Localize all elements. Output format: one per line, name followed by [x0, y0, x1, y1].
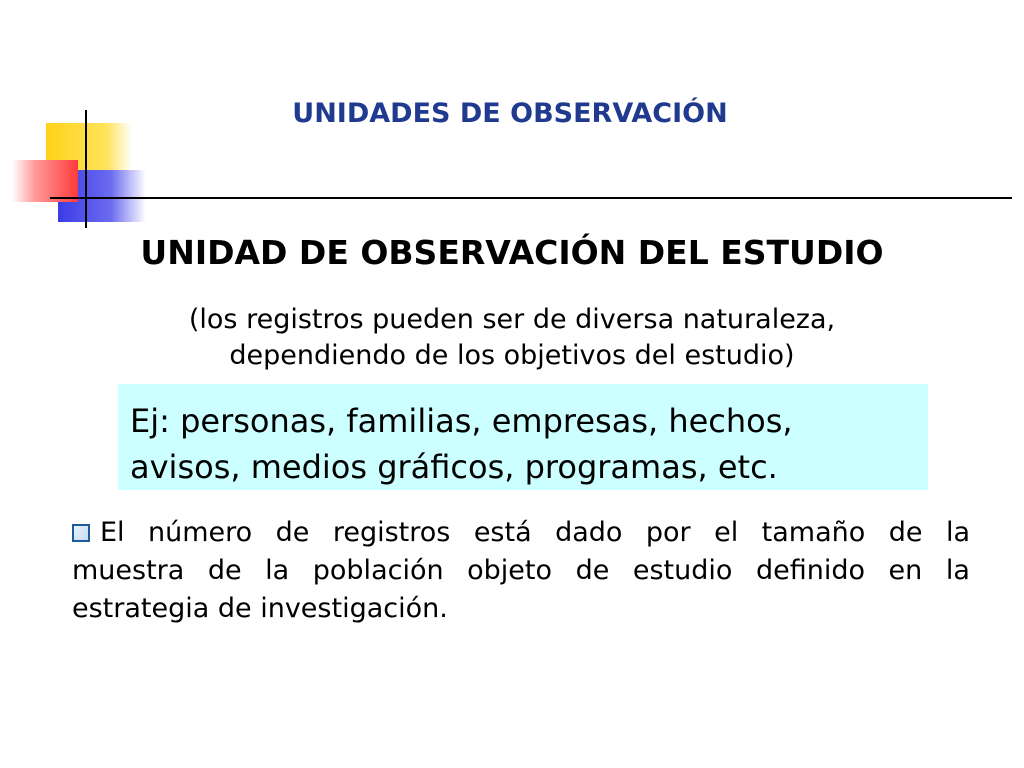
word: muestra [72, 555, 185, 586]
word: la [945, 517, 970, 548]
word: de [888, 517, 923, 548]
word: definido [755, 555, 865, 586]
bullet-paragraph [72, 514, 970, 628]
word: la [945, 555, 970, 586]
word: de [207, 555, 242, 586]
checkbox-square-icon [72, 524, 90, 542]
word: por [645, 517, 691, 548]
slide-subtitle: UNIDAD DE OBSERVACIÓN DEL ESTUDIO [140, 233, 884, 272]
word: de [275, 517, 310, 548]
bullet-line-2 [72, 552, 970, 590]
example-line: avisos, medios gráficos, programas, etc. [130, 448, 778, 486]
word: El [100, 517, 125, 548]
word: dado [555, 517, 623, 548]
word: número [148, 517, 253, 548]
word: tamaño [761, 517, 866, 548]
example-box [118, 384, 928, 490]
word: estudio [632, 555, 733, 586]
note-line: (los registros pueden ser de diversa naturaleza, [188, 304, 836, 335]
word: la [265, 555, 290, 586]
example-line: Ej: personas, familias, empresas, hechos, [130, 402, 793, 440]
word: en [888, 555, 923, 586]
bullet-line-1 [72, 514, 970, 552]
word: el [714, 517, 739, 548]
word: registros [332, 517, 451, 548]
note-text [60, 302, 964, 374]
word: estrategia de investigación. [72, 593, 448, 624]
word: población [312, 555, 444, 586]
slide-title: UNIDADES DE OBSERVACIÓN [292, 98, 728, 129]
word: de [575, 555, 610, 586]
bullet-line-3 [72, 590, 970, 628]
deco-red-square [12, 160, 78, 202]
word: objeto [467, 555, 553, 586]
note-line: dependiendo de los objetivos del estudio) [229, 340, 795, 371]
word: está [473, 517, 532, 548]
